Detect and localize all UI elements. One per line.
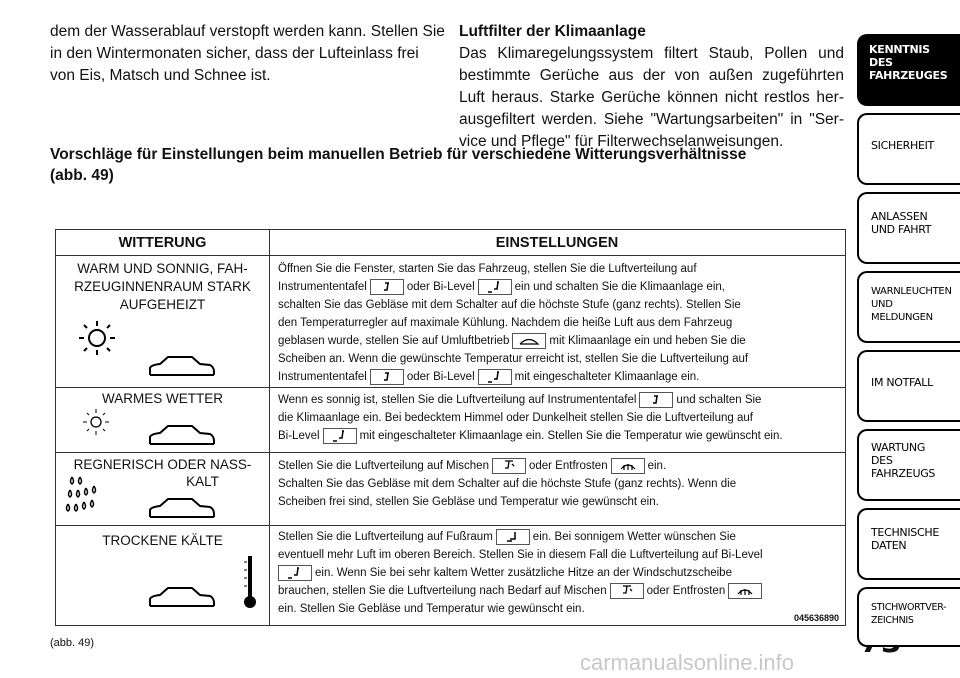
panel-mode-icon xyxy=(639,392,673,408)
row-divider xyxy=(56,452,845,453)
text-line: den Temperaturregler auf maximale Kühlung. Nachdem die heiße Luft aus dem Fahrzeug xyxy=(278,317,733,329)
sun-small-icon xyxy=(80,406,112,438)
tab-label: KENNTNIS xyxy=(869,43,930,56)
bilevel-mode-icon xyxy=(278,565,312,581)
text-line: Scheiben frei sind, stellen Sie Gebläse und Temperatur wie gewünscht ein. xyxy=(278,496,659,508)
text-fragment: Stellen Sie die Luftverteilung auf Fußraum xyxy=(278,531,493,543)
text-line xyxy=(278,564,838,582)
mix-mode-icon xyxy=(610,583,644,599)
text-line xyxy=(278,391,838,409)
text-fragment: mit Klimaanlage ein und heben Sie die xyxy=(549,335,746,347)
text-line: eventuell mehr Luft im oberen Bereich. Stellen Sie in diesem Fall die Luftverteilung auf Bi-Level xyxy=(278,549,763,561)
car-icon xyxy=(146,493,218,523)
text-line: schalten Sie das Gebläse mit dem Schalter auf die höchste Stufe (ganz rechts). Stellen Sie xyxy=(278,299,741,311)
text-fragment: oder Entfrosten xyxy=(528,460,608,472)
text-line xyxy=(278,332,838,350)
text-fragment: brauchen, stellen Sie die Luftverteilung nach Bedarf auf Mischen xyxy=(278,585,607,597)
defrost-icon xyxy=(728,583,762,599)
tab-im-notfall[interactable] xyxy=(857,350,960,422)
panel-mode-icon xyxy=(370,279,404,295)
tab-label: UND FAHRT xyxy=(871,223,932,236)
text-fragment: geblasen wurde, stellen Sie auf Umluftbetrieb xyxy=(278,335,510,347)
text-line xyxy=(278,457,838,475)
tab-stichwortverzeichnis[interactable] xyxy=(857,587,960,647)
settings-rainy xyxy=(278,457,838,511)
column-divider xyxy=(269,230,270,625)
tab-label: MELDUNGEN xyxy=(871,312,933,323)
panel-mode-icon xyxy=(370,369,404,385)
bilevel-mode-icon xyxy=(323,428,357,444)
watermark: carmanualsonline.info xyxy=(580,650,795,675)
tab-kenntnis[interactable] xyxy=(857,34,960,106)
text-line xyxy=(278,427,838,445)
tab-label: WARNLEUCHTEN xyxy=(871,286,952,297)
tab-sicherheit[interactable] xyxy=(857,113,960,185)
text-line: ein. Stellen Sie Gebläse und Temperatur wie gewünscht ein. xyxy=(278,603,585,615)
weather-warm: WARMES WETTER xyxy=(102,391,223,406)
mix-mode-icon xyxy=(492,458,526,474)
tab-label: DATEN xyxy=(871,539,907,552)
floor-mode-icon xyxy=(496,529,530,545)
text-line: Scheiben an. Wenn die gewünschte Temperatur erreicht ist, stellen Sie die Luftverteilung auf xyxy=(278,353,749,365)
settings-warm xyxy=(278,391,838,445)
section-heading-title: Vorschläge für Einstellungen beim manuellen Betrieb für verschiedene Witterungsverhältnisse xyxy=(50,146,747,163)
tab-label: SICHERHEIT xyxy=(871,139,934,152)
thermometer-icon xyxy=(242,554,258,610)
tab-label: ANLASSEN xyxy=(871,210,928,223)
bilevel-mode-icon xyxy=(478,279,512,295)
text-fragment: Wenn es sonnig ist, stellen Sie die Luftverteilung auf Instrumententafel xyxy=(278,394,637,406)
row-divider xyxy=(56,525,845,526)
figure-code: 045636890 xyxy=(793,613,839,623)
header-settings: EINSTELLUNGEN xyxy=(495,235,619,251)
settings-dry-cold xyxy=(278,528,838,618)
tab-wartung[interactable] xyxy=(857,429,960,501)
tab-label: WARTUNG xyxy=(871,441,926,454)
section-heading-ref: (abb. 49) xyxy=(50,167,114,184)
tab-technische-daten[interactable] xyxy=(857,508,960,580)
text-line xyxy=(278,582,838,600)
recirculation-icon xyxy=(512,333,546,349)
bilevel-mode-icon xyxy=(478,369,512,385)
section-heading xyxy=(50,144,850,186)
car-icon xyxy=(146,582,218,612)
tab-label: FAHRZEUGS xyxy=(871,467,936,480)
text-fragment: oder Bi-Level xyxy=(406,371,475,383)
row-divider xyxy=(56,387,845,388)
air-filter-heading: Luftfilter der Klimaanlage xyxy=(459,23,646,40)
text-fragment: und schalten Sie xyxy=(676,394,762,406)
text-fragment: Stellen Sie die Luftverteilung auf Mischen xyxy=(278,460,489,472)
tab-label: TECHNISCHE xyxy=(871,526,939,539)
figure-caption: (abb. 49) xyxy=(50,637,95,649)
text-fragment: Instrumententafel xyxy=(278,281,367,293)
text-line: die Klimaanlage ein. Bei bedecktem Himmel oder Dunkelheit stellen Sie die Luftverteilung auf xyxy=(278,412,753,424)
sun-icon xyxy=(74,318,124,362)
text-fragment: mit eingeschalteter Klimaanlage ein. xyxy=(514,371,700,383)
text-fragment: ein. Wenn Sie bei sehr kaltem Wetter zusätzliche Hitze an der Windschutzscheibe xyxy=(315,567,732,579)
left-paragraph: dem der Wasserablauf verstopft werden kann. Stellen Sie in den Wintermonaten sicher, dass der Lufteinlass frei von Eis, Matsch und Schnee ist. xyxy=(50,23,445,84)
text-line xyxy=(278,368,838,386)
tab-label: STICHWORTVER- xyxy=(871,602,947,613)
tab-label: ZEICHNIS xyxy=(871,615,914,626)
weather-rainy: REGNERISCH ODER NASS- xyxy=(73,457,252,472)
air-filter-body: Das Klimaregelungssystem filtert Staub, Pollen und bestimmte Gerüche aus der von außen zugeführten Luft heraus. Starke Gerüche können nicht restlos her-ausgefiltert werden. Siehe "Wartungsarbeiten" in "Ser-vice und Pflege" für Filterwechselanweisungen. xyxy=(459,45,844,150)
text-fragment: oder Bi-Level xyxy=(406,281,475,293)
tab-label: FAHRZEUGES xyxy=(869,69,948,82)
text-fragment: Instrumententafel xyxy=(278,371,367,383)
tab-label: IM NOTFALL xyxy=(871,376,933,389)
defrost-icon xyxy=(611,458,645,474)
text-fragment: ein. Bei sonnigem Wetter wünschen Sie xyxy=(532,531,736,543)
tab-label: DES xyxy=(871,454,893,467)
text-fragment: ein. xyxy=(647,460,667,472)
tab-anlassen[interactable] xyxy=(857,192,960,264)
car-icon xyxy=(146,351,218,381)
car-icon xyxy=(146,420,218,450)
tab-label: UND xyxy=(871,299,893,310)
raindrops-icon xyxy=(64,473,114,521)
text-fragment: ein und schalten Sie die Klimaanlage ein, xyxy=(514,281,725,293)
climate-settings-table xyxy=(55,229,846,626)
header-weather: WITTERUNG xyxy=(118,235,207,251)
tab-label: DES xyxy=(869,56,893,69)
text-fragment: mit eingeschalteter Klimaanlage ein. Stellen Sie die Temperatur wie gewünscht ein. xyxy=(359,430,783,442)
text-line: Öffnen Sie die Fenster, starten Sie das Fahrzeug, stellen Sie die Luftverteilung auf xyxy=(278,263,697,275)
text-line: Schalten Sie das Gebläse mit dem Schalter auf die höchste Stufe (ganz rechts). Wenn die xyxy=(278,478,737,490)
tab-warnleuchten[interactable] xyxy=(857,271,960,343)
text-fragment: oder Entfrosten xyxy=(646,585,726,597)
weather-hot-sunny: WARM UND SONNIG, FAH-RZEUGINNENRAUM STARK AUFGEHEIZT xyxy=(74,261,251,312)
text-line xyxy=(278,528,838,546)
settings-hot-sunny xyxy=(278,260,838,386)
air-filter-section xyxy=(459,21,844,153)
weather-dry-cold: TROCKENE KÄLTE xyxy=(102,533,223,548)
table-header xyxy=(56,230,845,256)
weather-rainy-cold: KALT xyxy=(186,474,219,489)
text-line xyxy=(278,278,838,296)
text-fragment: Bi-Level xyxy=(278,430,320,442)
